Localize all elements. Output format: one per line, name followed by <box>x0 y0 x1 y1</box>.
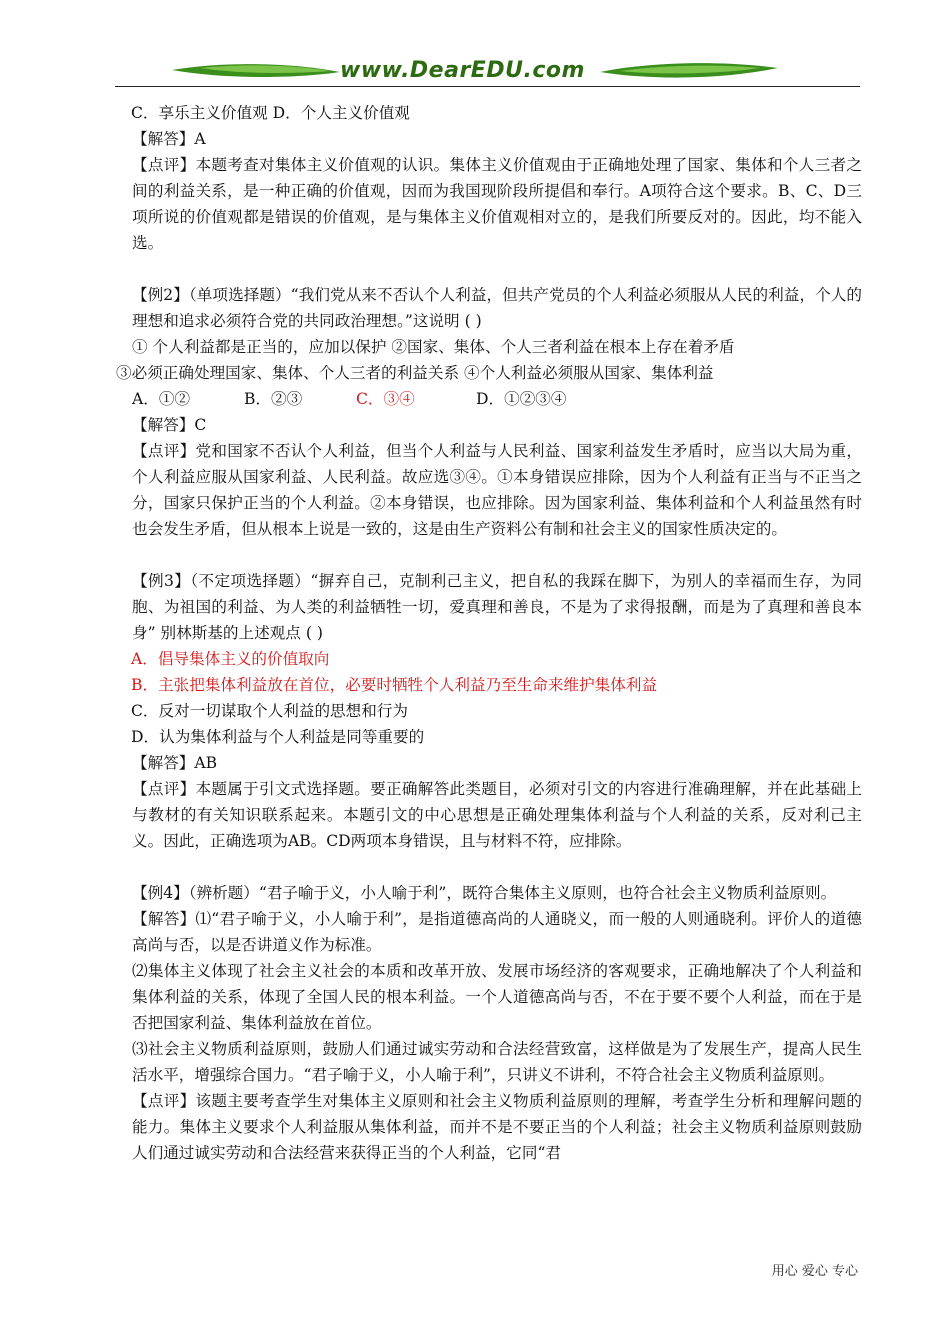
ex4-answer-part-2: ⑵集体主义体现了社会主义社会的本质和改革开放、发展市场经济的客观要求，正确地解决了个人利益和集体利益的关系，体现了全国人民的根本利益。一个人道德高尚与否，不在于要不要个人利益，而在于是否把国家利益、集体利益放在首位。 <box>132 962 862 1032</box>
spacer <box>116 542 862 568</box>
header-divider <box>115 86 860 87</box>
ex2-option-a: A．①② <box>132 390 191 408</box>
ex1-options-line: C．享乐主义价值观 D．个人主义价值观 <box>131 104 410 122</box>
ex1-answer: 【解答】A <box>132 130 206 148</box>
ex3-option-a: A．倡导集体主义的价值取向 <box>131 650 330 668</box>
ex4-answer-part-3: ⑶社会主义物质利益原则，鼓励人们通过诚实劳动和合法经营致富，这样做是为了发展生产，提高人民生活水平，增强综合国力。“君子喻于义，小人喻于利”，只讲义不讲利，不符合社会主义物质利益原则。 <box>132 1040 862 1084</box>
ex2-statements-line-1: ① 个人利益都是正当的，应加以保护 ②国家、集体、个人三者利益在根本上存在着矛盾 <box>132 338 735 356</box>
ex2-option-c: C．③④ <box>356 390 415 408</box>
page-footer-slogan: 用心 爱心 专心 <box>771 1264 858 1279</box>
ex4-answer-part-1: 【解答】⑴“君子喻于义，小人喻于利”，是指道德高尚的人通晓义，而一般的人则通晓利。评价人的道德高尚与否，以是否讲道义作为标准。 <box>132 910 862 954</box>
ex2-option-b: B．②③ <box>244 390 303 408</box>
ex3-answer: 【解答】AB <box>132 754 218 772</box>
ex2-question: 【例2】（单项选择题）“我们党从来不否认个人利益，但共产党员的个人利益必须服从人民的利益，个人的理想和追求必须符合党的共同政治理想。”这说明 ( ) <box>132 286 862 330</box>
ex2-options-row <box>116 386 862 412</box>
ex2-option-d: D．①②③④ <box>476 390 567 408</box>
page-header <box>0 0 950 100</box>
spacer <box>116 256 862 282</box>
ex2-answer: 【解答】C <box>132 416 207 434</box>
ex4-comment: 【点评】该题主要考查学生对集体主义原则和社会主义物质利益原则的理解，考查学生分析和理解问题的能力。集体主义要求个人利益服从集体利益，而并不是不要正当的个人利益；社会主义物质利益原则鼓励人们通过诚实劳动和合法经营来获得正当的个人利益，它同“君 <box>132 1092 862 1162</box>
ex3-option-c: C．反对一切谋取个人利益的思想和行为 <box>131 702 409 720</box>
header-swoosh-graphic <box>0 0 950 100</box>
site-logo-text[interactable]: www.DearEDU.com <box>340 58 585 83</box>
ex3-option-b: B．主张把集体利益放在首位，必要时牺牲个人利益乃至生命来维护集体利益 <box>131 676 658 694</box>
ex3-option-d: D．认为集体利益与个人利益是同等重要的 <box>131 728 425 746</box>
ex3-comment: 【点评】本题属于引文式选择题。要正确解答此类题目，必须对引文的内容进行准确理解，并在此基础上与教材的有关知识联系起来。本题引文的中心思想是正确处理集体利益与个人利益的关系，反对利己主义。因此，正确选项为AB。CD两项本身错误，且与材料不符，应排除。 <box>132 780 862 850</box>
ex2-statements-line-2: ③必须正确处理国家、集体、个人三者的利益关系 ④个人利益必须服从国家、集体利益 <box>116 364 714 382</box>
spacer <box>116 854 862 880</box>
ex4-question: 【例4】（辨析题）“君子喻于义，小人喻于利”，既符合集体主义原则，也符合社会主义物质利益原则。 <box>132 884 837 902</box>
ex1-comment: 【点评】本题考查对集体主义价值观的认识。集体主义价值观由于正确地处理了国家、集体和个人三者之间的利益关系，是一种正确的价值观，因而为我国现阶段所提倡和奉行。A项符合这个要求。B、C、D三项所说的价值观都是错误的价值观，是与集体主义价值观相对立的，是我们所要反对的。因此，均不能入选。 <box>132 156 862 252</box>
ex3-question: 【例3】（不定项选择题）“摒弃自己，克制利己主义，把自私的我踩在脚下，为别人的幸福而生存，为同胞、为祖国的利益、为人类的利益牺牲一切，爱真理和善良，不是为了求得报酬，而是为了真理和善良本身” 别林斯基的上述观点 ( ) <box>132 572 862 642</box>
ex2-comment: 【点评】党和国家不否认个人利益，但当个人利益与人民利益、国家利益发生矛盾时，应当以大局为重，个人利益应服从国家利益、人民利益。故应选③④。①本身错误应排除，因为个人利益有正当与不正当之分，国家只保护正当的个人利益。②本身错误，也应排除。因为国家利益、集体利益和个人利益虽然有时也会发生矛盾，但从根本上说是一致的，这是由生产资料公有制和社会主义的国家性质决定的。 <box>132 442 862 538</box>
document-body <box>116 100 862 1166</box>
